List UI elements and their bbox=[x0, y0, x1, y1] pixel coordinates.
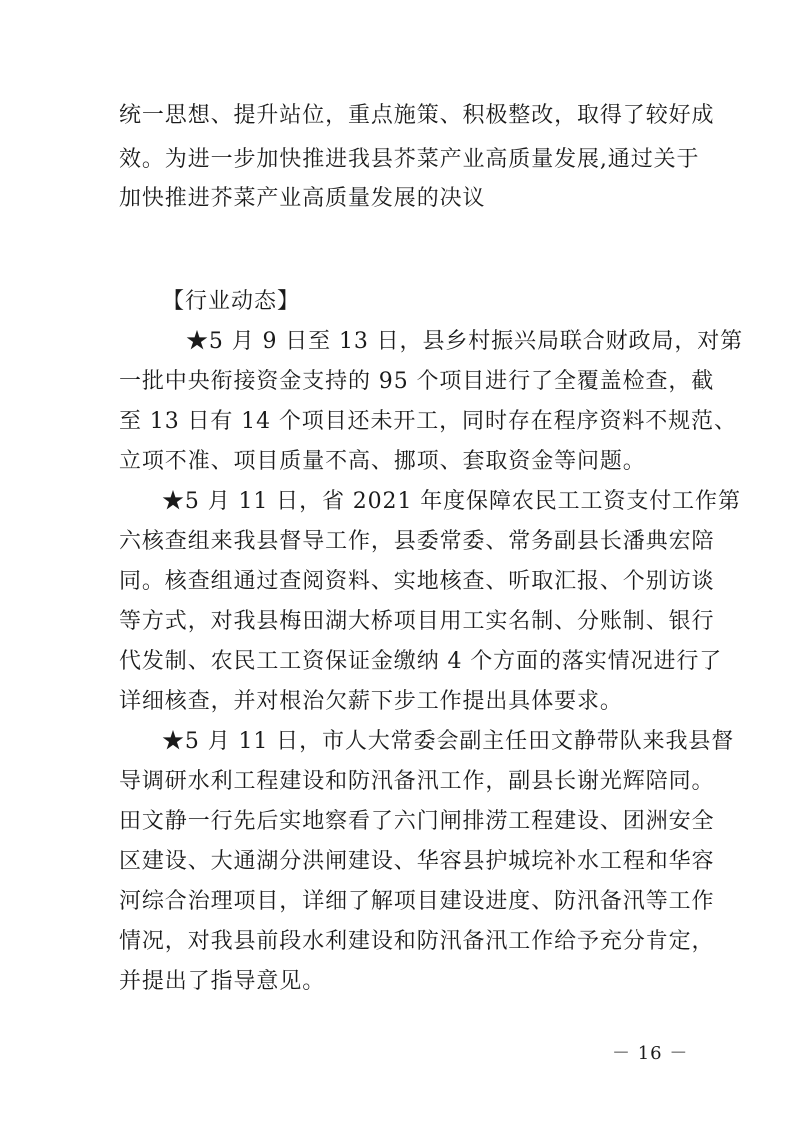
news-item-1-line-1: ★5 月 9 日至 13 日，县乡村振兴局联合财政局，对第 bbox=[186, 329, 744, 354]
intro-line-3: 加快推进芥菜产业高质量发展的决议 bbox=[119, 186, 486, 211]
intro-line-1: 统一思想、提升站位，重点施策、积极整改，取得了较好成 bbox=[119, 103, 715, 128]
news-item-3-line-5: 河综合治理项目，详细了解项目建设进度、防汛备汛等工作 bbox=[119, 889, 715, 914]
intro-line-2: 效。为进一步加快推进我县芥菜产业高质量发展,通过关于 bbox=[119, 147, 700, 172]
news-item-1-line-4: 立项不准、项目质量不高、挪项、套取资金等问题。 bbox=[119, 449, 646, 474]
section-heading: 【行业动态】 bbox=[162, 289, 301, 314]
news-item-3-line-3: 田文静一行先后实地察看了六门闸排涝工程建设、团洲安全 bbox=[119, 809, 715, 834]
news-item-2-line-6: 详细核查，并对根治欠薪下步工作提出具体要求。 bbox=[119, 689, 623, 714]
page-number: － 16 － bbox=[612, 1043, 689, 1064]
news-item-2-line-2: 六核查组来我县督导工作，县委常委、常务副县长潘典宏陪 bbox=[119, 529, 715, 554]
news-item-3-line-6: 情况，对我县前段水利建设和防汛备汛工作给予充分肯定， bbox=[119, 929, 715, 954]
news-item-2-line-3: 同。核查组通过查阅资料、实地核查、听取汇报、个别访谈 bbox=[119, 569, 715, 594]
news-item-3-line-1: ★5 月 11 日，市人大常委会副主任田文静带队来我县督 bbox=[162, 729, 735, 754]
news-item-2-line-1: ★5 月 11 日，省 2021 年度保障农民工工资支付工作第 bbox=[162, 489, 741, 514]
news-item-3-line-2: 导调研水利工程建设和防汛备汛工作，副县长谢光辉陪同。 bbox=[119, 769, 715, 794]
news-item-3-line-7: 并提出了指导意见。 bbox=[119, 969, 326, 994]
news-item-2-line-5: 代发制、农民工工资保证金缴纳 4 个方面的落实情况进行了 bbox=[119, 649, 723, 674]
news-item-2-line-4: 等方式，对我县梅田湖大桥项目用工实名制、分账制、银行 bbox=[119, 609, 715, 634]
news-item-3-line-4: 区建设、大通湖分洪闸建设、华容县护城垸补水工程和华容 bbox=[119, 849, 715, 874]
news-item-1-line-3: 至 13 日有 14 个项目还未开工，同时存在程序资料不规范、 bbox=[119, 409, 737, 434]
news-item-1-line-2: 一批中央衔接资金支持的 95 个项目进行了全覆盖检查，截 bbox=[119, 369, 715, 394]
